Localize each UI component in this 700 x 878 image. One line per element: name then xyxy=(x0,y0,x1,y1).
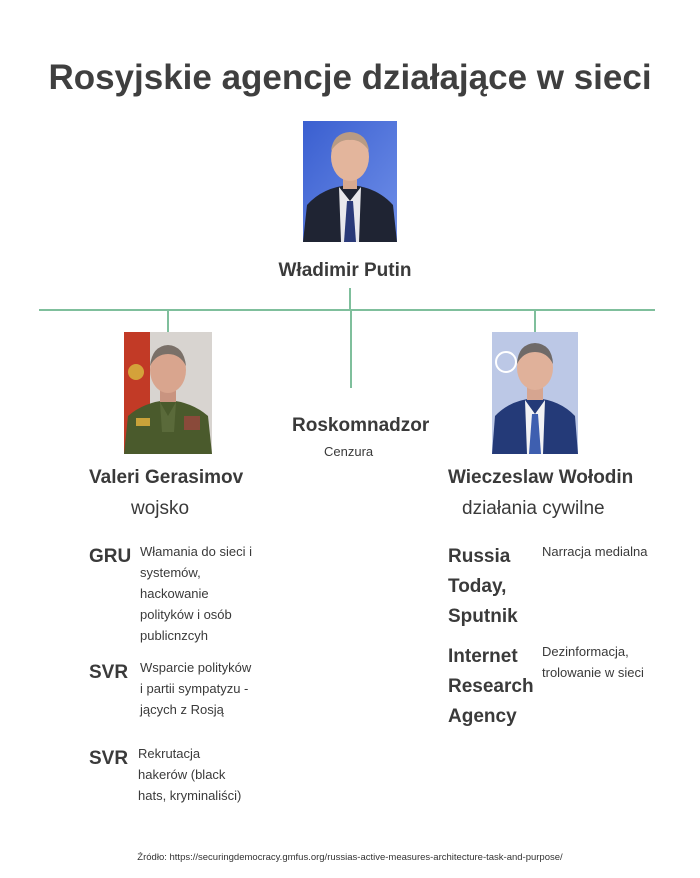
right-item-2-desc: Dezinformacja, trolowanie w sieci xyxy=(542,644,644,680)
right-item-2-abbr: Internet Research Agency xyxy=(448,646,534,727)
connector-center xyxy=(350,310,352,388)
connector-right xyxy=(534,310,536,332)
wolodin-role: działania cywilne xyxy=(462,498,605,519)
wolodin-portrait-icon xyxy=(492,332,578,454)
connector-left xyxy=(167,310,169,332)
putin-portrait-icon xyxy=(303,121,397,242)
roskomnadzor-name: Roskomnadzor xyxy=(292,415,430,436)
left-item-3-abbr: SVR xyxy=(89,748,129,769)
wolodin-name: Wieczeslaw Wołodin xyxy=(448,467,634,488)
gerasimov-role: wojsko xyxy=(131,498,190,519)
roskomnadzor-role: Cenzura xyxy=(324,444,374,459)
gerasimov-name: Valeri Gerasimov xyxy=(89,467,244,488)
wolodin-photo xyxy=(492,332,578,454)
connector-horizontal xyxy=(39,309,655,311)
left-item-2-abbr: SVR xyxy=(89,662,129,683)
left-item-1-abbr: GRU xyxy=(89,546,132,567)
connector-top xyxy=(349,288,351,310)
putin-photo xyxy=(303,121,397,242)
left-item-1-desc: Włamania do sieci i systemów, hackowanie polityków i osób publicnzcyh xyxy=(140,544,252,643)
left-item-2-desc: Wsparcie polityków i partii sympatyzu - jących z Rosją xyxy=(140,660,252,717)
left-item-3-desc: Rekrutacja hakerów (black hats, kryminaliści) xyxy=(138,746,242,803)
source-link[interactable]: Źródło: https://securingdemocracy.gmfus.org/russias-active-measures-architecture-task-and-purpose/ xyxy=(137,852,563,863)
right-item-1-desc: Narracja medialna xyxy=(542,544,648,559)
right-item-1-abbr: Russia Today, Sputnik xyxy=(448,546,518,627)
gerasimov-photo xyxy=(124,332,212,454)
putin-name: Władimir Putin xyxy=(278,260,412,281)
gerasimov-portrait-icon xyxy=(124,332,212,454)
page-title: Rosyjskie agencje działające w sieci xyxy=(48,58,652,97)
